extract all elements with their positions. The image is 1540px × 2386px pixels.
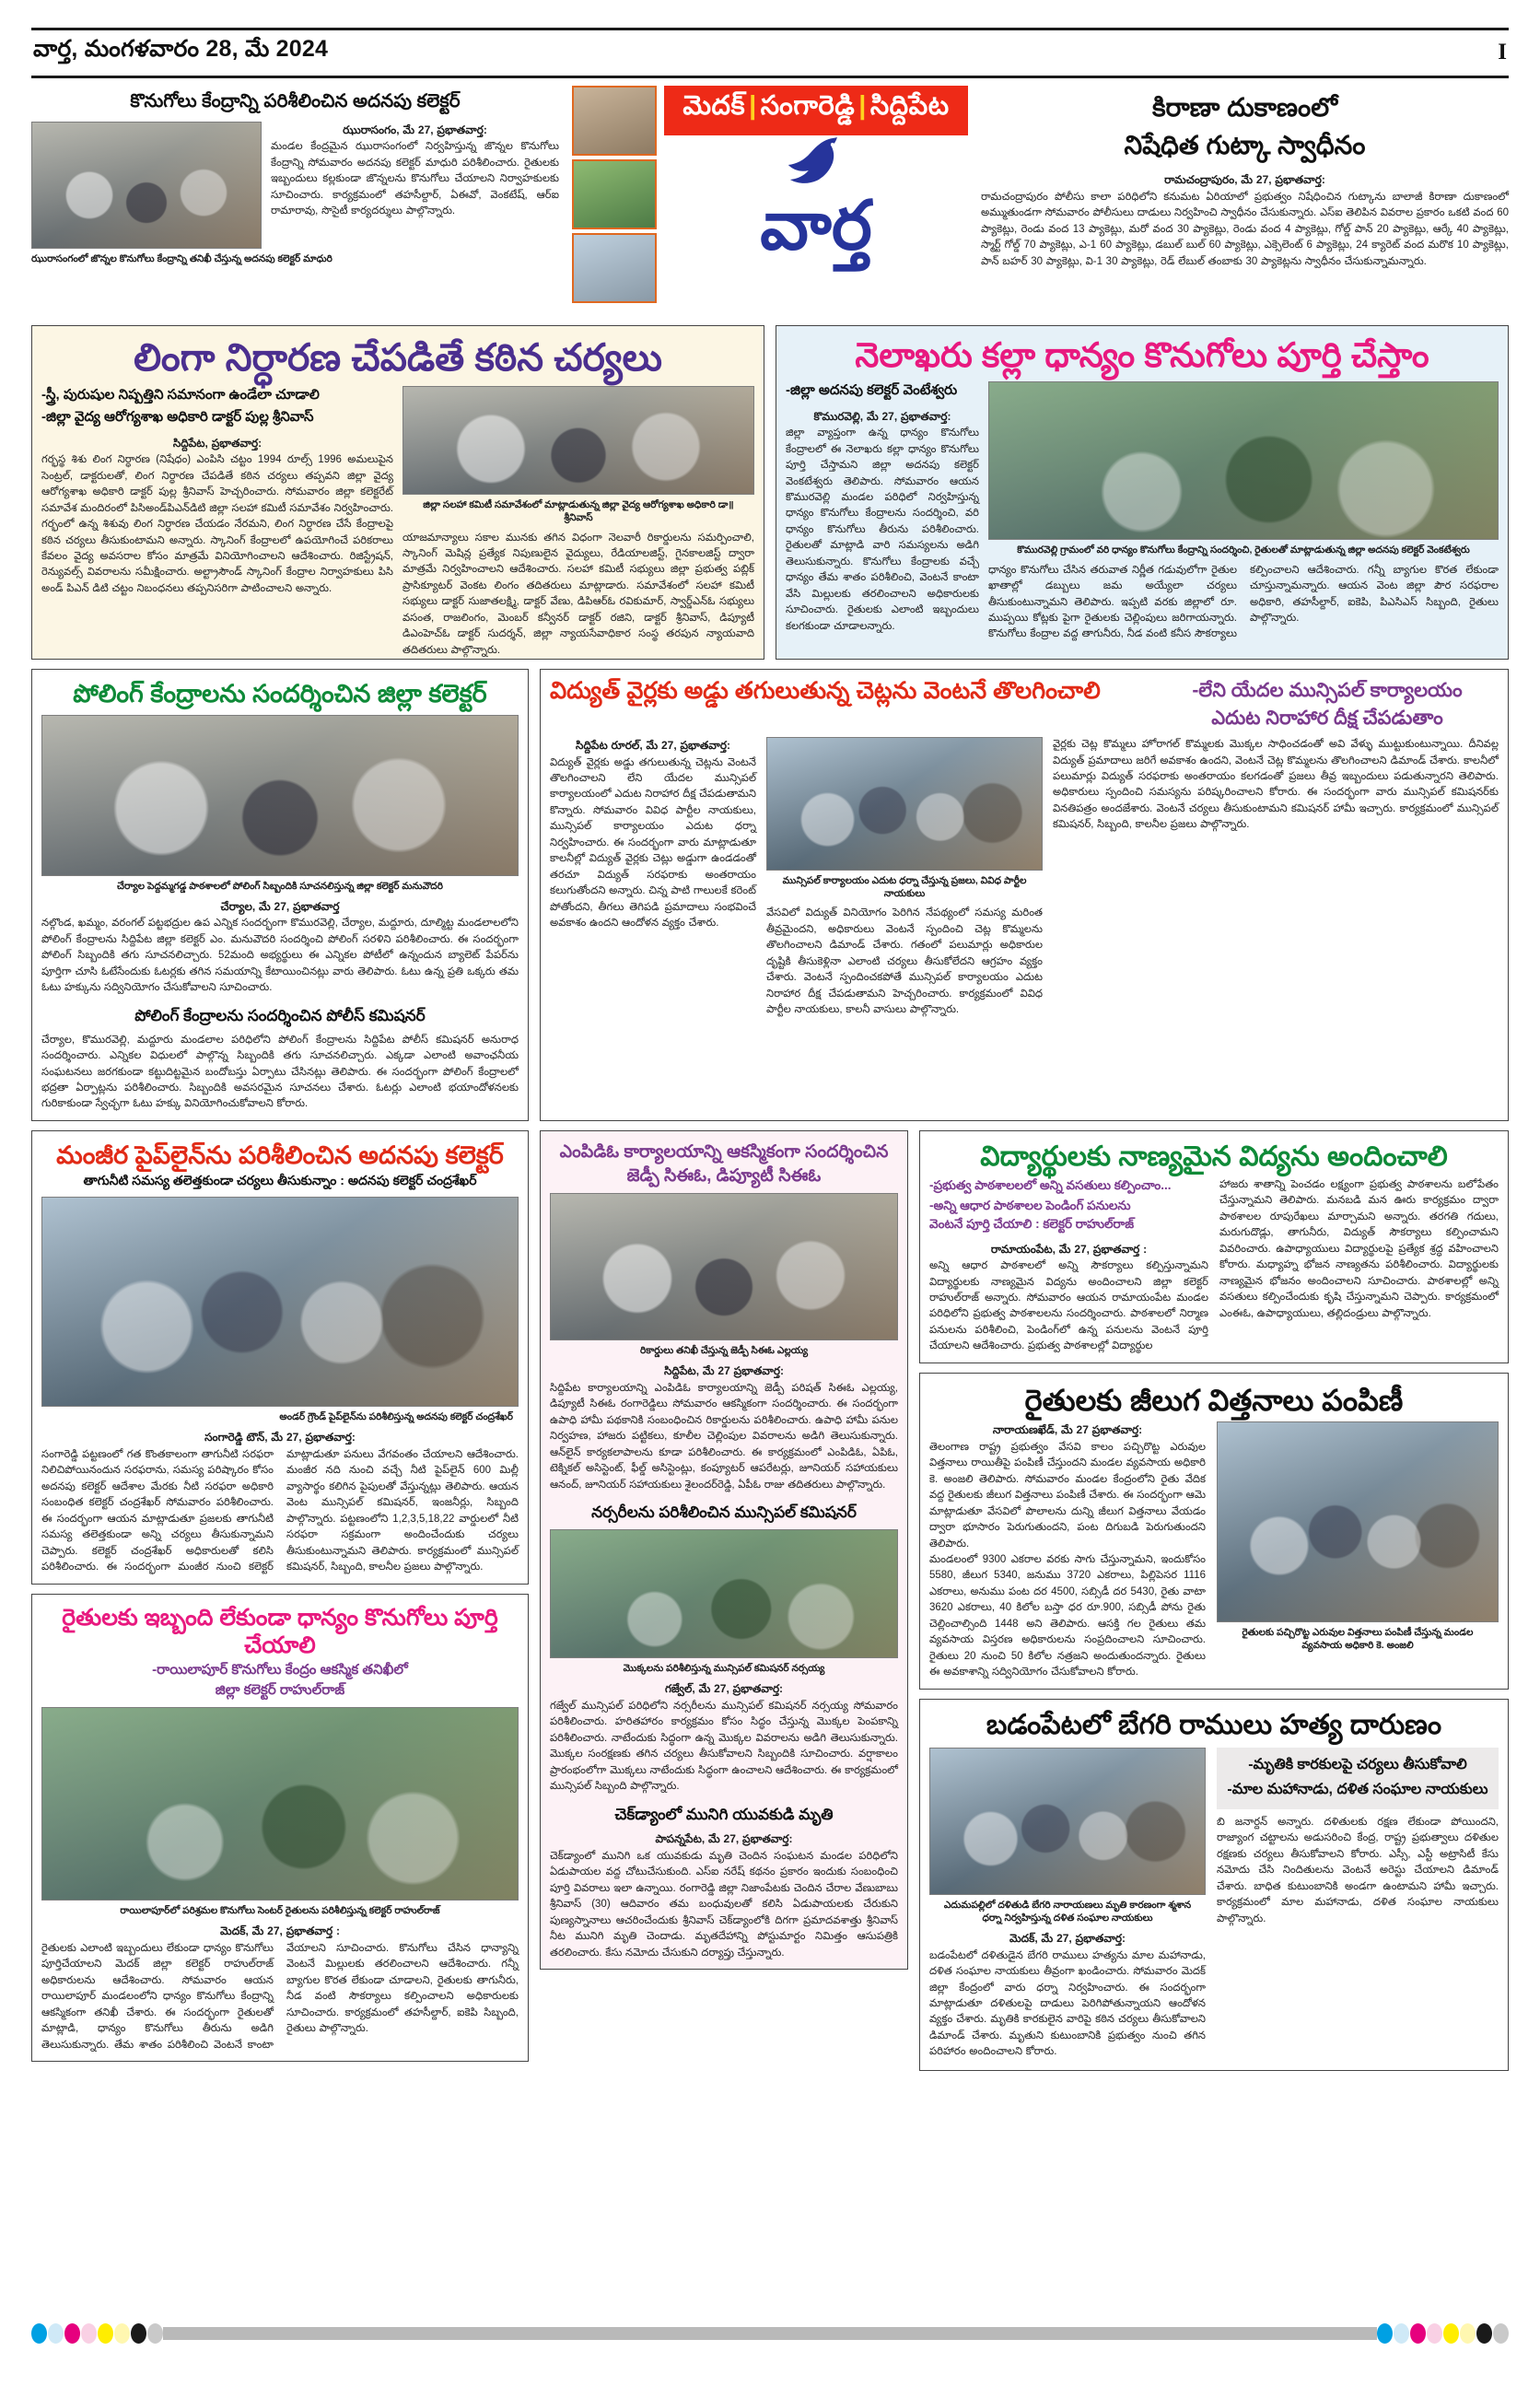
cmyk-dot-cyan-2 [1377,2323,1393,2344]
section-grain-procurement [776,325,1509,660]
seeds-caption: రైతులకు పచ్చిరొట్ట ఎరువుల విత్తనాలు పంపిణీ చేస్తున్న మండల వ్యవసాయ అధికారి కె. అంజలి [1242,1627,1474,1652]
publication-dateline: వార్త, మంగళవారం 28, మే 2024 [33,36,329,62]
grain-headline: నెలాఖరు కల్లా ధాన్యం కొనుగోలు పూర్తి చేస్తాం [855,336,1429,374]
polling-sub-headline: పోలింగ్ కేంద్రాలను సందర్శించిన పోలీస్ కమిషనర్ [134,1006,426,1024]
masthead-title: వార్త [760,186,872,263]
rice-caption: రాయిలాపూర్‌లో పరిశ్రమల కొనుగోలు సెంటర్ రైతులను పరిశీలిస్తున్న కలెక్టర్ రాహుల్‌రాజ్ [120,1905,440,1917]
cmyk-dot-yellow [98,2323,113,2344]
dharna-body: వైర్లకు చెట్ల కొమ్మలు హోరాగల్ కొమ్మలకు మొక్కల సాధించడంతో అవి వేళ్ళు ముట్టుకుంటున్నాయి. దీనివల్ల విద్యుత్ ప్రమాదాలు జరిగే అవకాశం ఉందని, వెంటనే చెట్ల కొమ్మలను తొలగించాలని డిమాండ్ చేశారు. కాలనీలో పలుమార్లు విద్యుత్ సరఫరాకు అంతరాయం కలగడంతో ప్రజలు తీవ్ర ఇబ్బందులు పడుతున్నారని తెలిపారు. అధికారులు స్పందించి సమస్యను పరిష్కరించాలని కోరారు. ఈ సందర్భంగా వారు మున్సిపల్ కమిషనర్‌కు వినతిపత్రం అందజేశారు. వెంటనే చర్యలు తీసుకుంటామని కమిషనర్ హామీ ఇచ్చారు. కార్యక్రమంలో మున్సిపల్ కమిషనర్, సిబ్బంది, కాలనీల ప్రజలు పాల్గొన్నారు. [1053,739,1499,831]
manjeera-photo [41,1197,519,1407]
mpdo-dateline: సిద్దిపేట, మే 27 ప్రభాతవార్త: [664,1364,784,1378]
murder-protest-photo [929,1748,1206,1895]
nursery-dateline: గజ్వేల్, మే 27, ప్రభాతవార్త: [664,1682,784,1696]
mpdo-headline-line1: ఎంపిడిఓ కార్యాలయాన్ని ఆకస్మికంగా సందర్శించిన [559,1141,889,1162]
nursery-body: గజ్వేల్ మున్సిపల్ పరిధిలోని నర్సరీలను మున్సిపల్ కమిషనర్ నర్సయ్య సోమవారం పరిశీలించారు. హరితహారం కార్యక్రమం కోసం సిద్ధం చేస్తున్న మొక్కల పెంపకాన్ని పరిశీలించారు. నాటేందుకు సిద్ధంగా ఉన్న మొక్కల వివరాలను అడిగి తెలుసుకున్నారు. మొక్కల సంరక్షణకు తగిన చర్యలు తీసుకోవాలని సిబ్బందికి సూచించారు. వర్షాకాలం ప్రారంభంలోగా మొక్కలు నాటేందుకు సిద్ధంగా ఉంచాలని ఆదేశించారు. ఈ కార్యక్రమంలో మున్సిపల్ సిబ్బంది పాల్గొన్నారు. [550,1700,898,1793]
rice-sub-2: జిల్లా కలెక్టర్ రాహుల్‌రాజ్ [215,1681,345,1698]
cmyk-dot-magenta-light [81,2323,97,2344]
right-story-body: రామచంద్రాపురం పోలీసు కాలా పరిధిలోని కనుమట ఏరియాలో ప్రభుత్వం నిషేధించిన గుట్కాను బాలాజీ కిరాణా దుకాణంలో అమ్ముతుండగా సోమవారం పోలీసులు దాడులు నిర్వహించి స్వాధీనం చేసుకున్నారు. ఎస్ఐ తెలిపిన వివరాల ప్రకారం ఒకటి వంద 60 ప్యాకెట్లు, రెండు వంద 13 ప్యాకెట్లు, మరో వంద 30 ప్యాకెట్లు, రెండు వంద 4 ప్యాకెట్లు, గోల్డ్ పాన్ 20 ప్యాకెట్లు, ఆర్కే 40 ప్యాకెట్లు, స్మార్ట్ గోల్డ్ 70 ప్యాకెట్లు, ఎ-1 60 ప్యాకెట్లు, డబుల్ బుల్ 60 ప్యాకెట్లు, ఎక్సెలెంట్ 6 ప్యాకెట్లు, 24 క్యారెట్ వంద మరొక 10 ప్యాకెట్లు, పాన్ బహర్ 30 ప్యాకెట్లు, వి-1 30 ప్యాకెట్లు, రెడ్ లేబుల్ తంబాకు 30 ప్యాకెట్లను స్వాధీనం చేసుకున్నామన్నారు. [981,191,1509,267]
gender-meeting-photo [402,386,754,495]
education-body-col2: హాజరు శాతాన్ని పెంచడం లక్ష్యంగా ప్రభుత్వ పాఠశాలను బలోపేతం చేస్తున్నామని తెలిపారు. మనబడి మన ఊరు కార్యక్రమం ద్వారా పాఠశాలల రూపురేఖలు మార్చామని అన్నారు. తరగతి గదులు, మరుగుదొడ్లు, తాగునీరు, విద్యుత్ సౌకర్యాలు కల్పించామని వివరించారు. ఉపాధ్యాయులు విద్యార్థులపై ప్రత్యేక శ్రద్ధ వహించాలని కోరారు. మధ్యాహ్న భోజన నాణ్యతను పరిశీలించారు. విద్యార్థులకు నాణ్యమైన భోజనం అందించాలని సూచించారు. పాఠశాలల్లో అన్ని వసతులు కల్పించేందుకు కృషి చేస్తున్నామని చెప్పారు. కార్యక్రమంలో ఎంఈఓ, ఉపాధ్యాయులు, తల్లిదండ్రులు పాల్గొన్నారు. [1219,1178,1499,1319]
district-names [664,86,968,135]
fountain-photo [572,159,657,229]
district-2: సంగారెడ్డి [760,91,856,121]
district-separator-1: | [749,91,757,121]
murder-sub-1: -మృతికి కారకులపై చర్యలు తీసుకోవాలి [1248,1756,1467,1772]
polling-dateline: చేర్యాల, మే 27, ప్రభాతవార్త [220,899,340,913]
manjeera-sub: తాగునీటి సమస్య తలెత్తకుండా చర్యలు తీసుకున్నాం : అదనపు కలెక్టర్ చంద్రశేఖర్ [83,1173,477,1188]
gender-body-col2: యాజమాన్యాలు సకాల మునకు తగిన విధంగా నెలవారీ రికార్డులను సమర్పించాలి, స్కానింగ్ మెషిన్ల ప్రత్యేక నిపుణులైన వైద్యులు, రేడియాలజిస్ట్, గైనకాలజిస్ట్ ద్వారా మాత్రమే నిర్వహించాలని ఆదేశించారు. సలహా కమిటీ సభ్యులు జిల్లా ప్రభుత్వ పబ్లిక్ ప్రాసిక్యూటర్ వెంకట లింగం తదితరులు మాట్లాడారు. సమావేశంలో సలహా కమిటీ సభ్యులు డాక్టర్ సుజాతలక్ష్మి, డాక్టర్ వేణు, డిపిఆర్ఓ రవికుమార్, స్వార్డ్ఎన్ఓ సభ్యులు వసంత, రాజలింగం, మెంబర్ కన్వీనర్ డాక్టర్ రజిని, డాక్టర్ శ్రీనివాస్, డిప్యూటీ డిఎంహెచ్ఓ డాక్టర్ సుదర్శన్, జిల్లా న్యాయసేవాధికార సంస్థ తరపున న్యాయవాది తదితరులు పాల్గొన్నారు. [402,532,754,656]
nursery-photo [550,1529,898,1658]
rice-sub-1: -రాయిలాపూర్ కొనుగోలు కేంద్రం ఆకస్మిక తనిఖీలో [152,1661,408,1678]
masthead-left-story [31,86,572,316]
section-rice-procurement [31,1594,529,2062]
masthead-right-story [968,86,1509,316]
gender-body-col1: గర్భస్థ శిశు లింగ నిర్ధారణ (నిషేధం) ఎంపిసి చట్టం 1994 రూల్స్ 1996 అమలుపైన సెంట్రల్, డాక్టరులతో, లింగ నిర్ధారణ చేపడితే కఠిన చర్యలు తప్పవని జిల్లా వైద్య ఆరోగ్యశాఖ అధికారి డాక్టర్ పుల్ల శ్రీనివాస్ హెచ్చరించారు. సోమవారం జిల్లా కలెక్టరేట్ సమావేశ మందిరంలో పిసిఅండ్‌పిఎన్‌డిటి జిల్లా సలహా కమిటీ సమావేశం నిర్వహించారు. గర్భంలో ఉన్న శిశువు లింగ నిర్ధారణ చేయడం నేరమని, లింగ నిర్ధారణ చేసే కేంద్రాలపై కఠిన చర్యలు తీసుకుంటామని అన్నారు. స్కానింగ్ కేంద్రాలలో ఉపయోగించే పరికరాలు కేవలం వైద్య అవసరాల కోసం మాత్రమే వినియోగించాలని ఆదేశించారు. రిజిస్ట్రేషన్, రెన్యువల్స్ వివరాలను సమీక్షించారు. అల్ట్రాసౌండ్ స్కానింగ్ కేంద్రాల నిర్వాహకులు పిసి అండ్ పిఎన్ డిటి చట్టం నిబంధనలు తప్పనిసరిగా పాటించాలని అన్నారు. [41,454,393,594]
wires-body-col2: వేసవిలో విద్యుత్ వినియోగం పెరిగిన నేపథ్యంలో సమస్య మరింత తీవ్రమైందని, అధికారులు వెంటనే స్పందించి చెట్ల కొమ్మలను తొలగించాలని డిమాండ్ చేశారు. గతంలో పలుమార్లు అధికారుల దృష్టికి తీసుకెళ్లినా ఎలాంటి చర్యలు తీసుకోలేదని ఆగ్రహం వ్యక్తం చేశారు. వెంటనే స్పందించకపోతే మున్సిపల్ కార్యాలయం ఎదుట నిరాహార దీక్ష చేపడుతామని హెచ్చరించారు. కార్యక్రమంలో వివిధ పార్టీల నాయకులు, కాలనీ వాసులు పాల్గొన్నారు. [766,907,1043,1016]
grain-sub: -జిల్లా అదనపు కలెక్టర్ వెంటేశ్వరు [786,382,958,399]
lower-band [31,1130,1509,2071]
wires-protest-photo [766,737,1043,871]
polling-headline: పోలింగ్ కేంద్రాలను సందర్శించిన జిల్లా కలెక్టర్ [73,680,487,708]
page-number: I [1498,39,1507,64]
cmyk-dot-yellow-light [114,2323,130,2344]
murder-body-col2: బి జనార్దన్ అన్నారు. దళితులకు రక్షణ లేకుండా పోయిందని, రాజ్యాంగ చట్టాలను అడుసరించి కేంద్ర, రాష్ట్ర ప్రభుత్వాలు దళితుల రక్షణకు చర్యలు తీసుకోవాలని కోరారు. ఎస్సీ, ఎస్టీ అట్రాసిటీ కేసు నమోదు చేసి నిందితులను వెంటనే అరెస్టు చేయాలని డిమాండ్ చేశారు. బాధిత కుటుంబానికి అండగా ఉంటామని హామీ ఇచ్చారు. కార్యక్రమంలో మాల మహానాడు, దళిత సంఘాల నాయకులు పాల్గొన్నారు. [1217,1816,1499,1924]
education-sub-3: వెంటనే పూర్తి చేయాలి : కలెక్టర్ రాహుల్‌రాజ్ [929,1217,1135,1232]
temple-photo [572,86,657,156]
dateline-bar [31,30,1509,78]
grain-photo-caption: కొమురవెల్లి గ్రామంలో వరి ధాన్యం కొనుగోలు కేంద్రాన్ని సందర్శించి, రైతులతో మాట్లాడుతున్న జిల్లా అదనపు కలెక్టర్ వెంకటేశ్వరు [1017,544,1470,556]
rice-body: రైతులకు ఎలాంటి ఇబ్బందులు లేకుండా ధాన్యం కొనుగోలు పూర్తిచేయాలని మెదక్ జిల్లా కలెక్టర్ రాహుల్‌రాజ్ అధికారులను ఆదేశించారు. సోమవారం ఆయన రాయిలాపూర్ మండలంలోని ధాన్యం కొనుగోలు కేంద్రాన్ని ఆకస్మికంగా తనిఖీ చేశారు. ఈ సందర్భంగా రైతులతో మాట్లాడి, ధాన్యం కొనుగోలు తీరును అడిగి తెలుసుకున్నారు. తేమ శాతం పరిశీలించి వెంటనే కాంటా వేయాలని సూచించారు. కొనుగోలు చేసిన ధాన్యాన్ని వెంటనే మిల్లులకు తరలించాలని ఆదేశించారు. గన్నీ బ్యాగుల కొరత లేకుండా చూడాలని, రైతులకు తాగునీరు, నీడ వంటి సౌకర్యాలు కల్పించాలని అధికారులకు సూచించారు. కార్యక్రమంలో తహసీల్దార్, ఐకెపి సిబ్బంది, రైతులు పాల్గొన్నారు. [41,1942,519,2051]
polling-body-2: చేర్యాల, కొమురవెల్లి, మద్దూరు మండలాల పరిధిలోని పోలింగ్ కేంద్రాలను సిద్దిపేట పోలీస్ కమిషనర్ అనురాధ సందర్శించారు. ఎన్నికల విధులలో పాల్గొన్న సిబ్బందికి తగు సూచనలిచ్చారు. ఎక్కడా ఎలాంటి అవాంఛనీయ సంఘటనలు జరగకుండా కట్టుదిట్టమైన బందోబస్తు ఏర్పాటు చేసినట్లు తెలిపారు. ఈ సందర్భంగా పోలింగ్ కేంద్రాలలో భద్రతా ఏర్పాట్లను పరిశీలించారు. సిబ్బందికి అవసరమైన సూచనలు చేశారు. ఓటర్లు ఎలాంటి భయాందోళనలకు గురికాకుండా స్వేచ్ఛగా ఓటు హక్కు వినియోగించుకోవాలని కోరారు. [41,1034,519,1110]
education-sub-2: -అన్ని ఆధార పాఠశాలల పెండింగ్ పనులను [929,1199,1131,1213]
gender-photo-caption: జిల్లా సలహా కమిటీ సమావేశంలో మాట్లాడుతున్న జిల్లా వైద్య ఆరోగ్యశాఖ అధికారి డా॥ శ్రీనివాస్ [423,499,734,524]
registration-bar [163,2327,1377,2340]
polling-body: నల్గొండ, ఖమ్మం, వరంగల్ పట్టభద్రుల ఉప ఎన్నిక సందర్భంగా కొమురవెల్లి, చేర్యాల, మద్దూరు, దూల్మిట్ట మండలాలలోని పోలింగ్ కేంద్రాలను సిద్దిపేట జిల్లా కలెక్టర్ ఎం. మనువౌదరి సందర్శించి పోలింగ్ సరళిని పరిశీలించారు. ఈ సందర్భంగా పోలింగ్ సిబ్బందికి తగు సూచనలిచ్చారు. 52మంది అభ్యర్థులు ఈ ఎన్నికల పోటీలో ఉన్నందున బ్యాలెట్ పేపర్‌ను పూర్తిగా చూసి ఓటేసేందుకు ఓటర్లకు తగిన సమయాన్ని కేటాయించినట్లు వారు తెలిపారు. ఓటు ఉన్న ప్రతి ఒక్కరు తమ ఓటు హక్కును సద్వినియోగం చేసుకోవాలని సూచించారు. [41,918,519,994]
manjeera-caption: అండర్ గ్రౌండ్ పైప్‌లైన్‌ను పరిశీలిస్తున్న అదనపు కలెక్టర్ చంద్రశేఖర్ [279,1411,513,1423]
mpdo-body: సిద్దిపేట కార్యాలయాన్ని ఎంపిడిఓ కార్యాలయాన్ని జెడ్పీ పరిషత్ సిఈఓ ఎల్లయ్య, డిప్యూటీ సిఈఓ రంగారెడ్డిలు సోమవారం ఆకస్మికంగా సందర్శించారు. ఈ సందర్భంగా ఉపాధి హామీ పథకానికి సంబంధించిన రికార్డులను పరిశీలించారు. ఉపాధి హామీ పనుల నిర్వహణ, హాజరు పట్టికలు, కూలీల చెల్లింపుల వివరాలను అడిగి తెలుసుకున్నారు. ఆన్‌లైన్ కార్యకలాపాలను కూడా పరిశీలించారు. ఈ కార్యక్రమంలో ఎంపిడిఓ, ఏపిఓ, టెక్నికల్ అసిస్టెంట్, ఫీల్డ్ అసిస్టెంట్లు, కంప్యూటర్ ఆపరేటర్లు, జూనియర్ సహాయకులు ఆనంద్, జూనియర్ సహాయకులు శైలందర్‌రెడ్డి, ఏపీఓ రాజు తదితరులు పాల్గొన్నారు. [550,1382,898,1491]
rice-headline: రైతులకు ఇబ్బంది లేకుండా ధాన్యం కొనుగోలు పూర్తి చేయాలి [62,1604,498,1658]
left-story-caption: ఝురాసంగంలో జొన్నల కొనుగోలు కేంద్రాన్ని తనిఖీ చేస్తున్న అదనపు కలెక్టర్ మాధురి [31,253,332,264]
masthead-photo-strip [572,86,657,316]
cmyk-dot-grey-2 [1493,2323,1509,2344]
polling-photo [41,715,519,876]
feature-band [31,325,1509,660]
drowning-body: చెక్‌డ్యాంలో మునిగి ఒక యువకుడు మృతి చెందిన సంఘటన మండల పరిధిలోని ఏడుపాయల వద్ద చోటుచేసుకుంది. ఎస్ఐ నరేష్ కథనం ప్రకారం ఇందుకు సంబంధించి పూర్తి వివరాలు ఇలా ఉన్నాయి. రంగారెడ్డి జిల్లా నిజాంపేటకు చెందిన చేరాల వేణుబాబు శ్రీనివాస్ (30) ఆదివారం తమ బంధువులతో కలిసి ఏడుపాయలకు చేరుకుని పుణ్యస్నానాలు ఆచరించేందుకు శ్రీనివాస్ చెక్‌డ్యాంలోకి దిగగా ప్రమాదవశాత్తు శ్రీనివాస్ నీట మునిగి మృతి చెందాడు. మృతదేహాన్ని పోస్టుమార్టం నిమిత్తం ఆసుపత్రికి తరలించారు. కేసు నమోదు చేసుకుని దర్యాప్తు చేస్తున్నారు. [550,1850,898,1959]
left-story-photo [31,122,262,249]
section-manjeera-pipeline [31,1130,529,1585]
cmyk-dot-black [131,2323,146,2344]
cmyk-dot-cyan-light [48,2323,64,2344]
mpdo-headline-line2: జెడ్పీ సిఈఓ, డిప్యూటీ సిఈఓ [626,1165,822,1186]
education-dateline: రామాయంపేట, మే 27, ప్రభాతవార్త : [990,1242,1148,1256]
dove-icon [776,134,864,198]
cmyk-registration-bar [31,2323,1509,2344]
church-photo [572,233,657,303]
cmyk-dot-cyan [31,2323,47,2344]
drowning-sub-headline: చెక్‌డ్యాంలో మునిగి యువకుడి మృతి [614,1805,834,1823]
seeds-photo [1217,1421,1499,1622]
section-murder [919,1699,1509,2071]
masthead-title-block [664,135,968,316]
drowning-dateline: పాపన్నపేట, మే 27, ప్రభాతవార్త: [655,1832,793,1846]
seeds-headline: రైతులకు జీలుగ విత్తనాలు పంపిణీ [1024,1383,1404,1417]
wires-photo-caption: మున్సిపల్ కార్యాలయం ఎదుట ధర్నా చేస్తున్న ప్రజలు, వివిధ పార్టీల నాయకులు [782,875,1027,900]
district-separator-2: | [858,91,867,121]
nursery-caption: మొక్కలను పరిశీలిస్తున్న మున్సిపల్ కమిషనర్ నర్సయ్య [623,1663,825,1675]
wires-body-col1: విద్యుత్ వైర్లకు అడ్డు తగులుతున్న చెట్లను వెంటనే తొలగించాలని లేని యేదల మున్సిపల్ కార్యాలయంలో ఎదుట నిరాహార దీక్ష చేపడుతామని కొన్నారు. సోమవారం వివిధ పార్టీల నాయకులు, మున్సిపల్ కార్యాలయం ఎదుట ధర్నా నిర్వహించారు. ఈ సందర్భంగా వారు మాట్లాడుతూ కాలనీల్లో విద్యుత్ వైర్లకు చెట్లు అడ్డుగా ఉండడంతో తరచూ విద్యుత్ సరఫరాకు అంతరాయం కలుగుతోందని అన్నారు. చిన్న పాటి గాలులకే కరెంట్ పోతోందని, తీగలు తెగిపడి ప్రమాదాలు సంభవించే అవకాశం ఉందని ఆందోళన వ్యక్తం చేశారు. [550,756,756,930]
section-seed-distribution [919,1373,1509,1690]
murder-sub-2: -మాల మహానాడు, దళిత సంఘాల నాయకులు [1227,1782,1488,1798]
gender-headline: లింగా నిర్ధారణ చేపడితే కఠిన చర్యలు [134,336,662,379]
right-story-dateline: రామచంద్రాపురం, మే 27, ప్రభాతవార్త: [1164,173,1325,187]
grain-field-photo [988,381,1499,540]
manjeera-dateline: సంగారెడ్డి టౌన్, మే 27, ప్రభాతవార్త: [204,1431,356,1444]
grain-dateline: కొమురవెల్లి, మే 27, ప్రభాతవార్త: [813,409,951,423]
wires-dateline: సిద్దిపేట రూరల్, మే 27, ప్రభాతవార్త: [576,739,730,753]
left-story-dateline: ఝురాసంగం, మే 27, ప్రభాతవార్త: [343,123,487,136]
cmyk-dot-cyan-light-2 [1394,2323,1409,2344]
left-story-body: మండల కేంద్రమైన ఝురాసంగంలో నిర్వహిస్తున్న జొన్నల కొనుగోలు కేంద్రాన్ని సోమవారం అదనపు కలెక్టర్ మాధురి పరిశీలించారు. రైతులకు ఇబ్బందులు కల్లకుండా జొన్నలను కొనుగోలు చేయాలని నిర్వాహకులకు సూచించారు. కార్యక్రమంలో తహసీల్దార్, ఏఈవో, వెంకటేష్, ఆర్ఐ రామారావు, సొసైటీ కార్యదర్శులు పాల్గొన్నారు. [271,141,559,217]
gender-dateline: సిద్దిపేట, ప్రభాతవార్త: [172,436,262,450]
section-mpdo [540,1130,908,1970]
seeds-body-col2: మండలంలో 9300 ఎకరాల వరకు సాగు చేస్తున్నామని, ఇందుకోసం 5580, జీలుగ 5340, జనుము 3720 ఎకరాలు, పిల్లిపెసర 1116 ఎకరాలు, అనుము పంట దర 4500, సబ్సిడీ దర 5430, రైతు వాటా 3620 ఎకరాలు, 40 కిలోల బస్తా ధర రూ.900, సబ్సిడీ పోను రైతు చెల్లించాల్సింది 1448 అని తెలిపారు. ఆసక్తి గల రైతులు తమ వ్యవసాయ విస్తరణ అధికారులను సంప్రదించాలని సూచించారు. రైతులు 20 నుంచి 50 కిలోల నత్రజని అందుతుందన్నారు. రైతులు ఈ అవకాశాన్ని సద్వినియోగం చేసుకోవాలని కోరారు. [929,1554,1206,1678]
manjeera-body: సంగారెడ్డి పట్టణంలో గత కొంతకాలంగా తాగునీటి సరఫరా నిలిచిపోయినందున సరఫరాను, సమస్య పరిష్కారం కోసం అదనపు కలెక్టర్ ఆదేశాల మేరకు నీటి సరఫరా అధికారి సంబంధిత కలెక్టర్ చంద్రశేఖర్ సోమవారం పరిశీలించారు. ఈ సందర్భంగా ఆయన మాట్లాడుతూ ప్రజలకు తాగునీటి సమస్య తలెత్తకుండా అన్ని చర్యలు తీసుకున్నామని చెప్పారు. కలెక్టర్ చంద్రశేఖర్ అధికారులతో కలిసి పరిశీలించారు. ఈ సందర్భంగా మంజీర నుంచి కలెక్టర్ మాట్లాడుతూ పనులు వేగవంతం చేయాలని ఆదేశించారు. మంజీర నది నుంచి వచ్చే నీటి పైప్‌లైన్ 600 మిల్లీ వ్యాసార్థం కలిగిన పైపులతో వేస్తున్నట్లు తెలిపారు. ఆయన వెంట మున్సిపల్ కమిషనర్, ఇంజనీర్లు, సిబ్బంది పాల్గొన్నారు. పట్టణంలోని 1,2,3,5,18,22 వార్డులలో నీటి సరఫరా సక్రమంగా అందించేందుకు చర్యలు తీసుకుంటున్నామని తెలిపారు. కార్యక్రమంలో మున్సిపల్ కమిషనర్, సిబ్బంది, కాలనీల ప్రజలు పాల్గొన్నారు. [41,1448,519,1573]
section-polling [31,669,529,1121]
cmyk-dot-grey [147,2323,163,2344]
masthead-logo-block [572,86,968,316]
mpdo-photo [550,1193,898,1340]
mpdo-caption: రికార్డులు తనిఖీ చేస్తున్న జెడ్పీ సిఈఓ ఎల్లయ్య [639,1345,809,1357]
gender-sub-2: -జిల్లా వైద్య ఆరోగ్యశాఖ అధికారి డాక్టర్ పుల్ల శ్రీనివాస్ [41,409,314,426]
grain-body-col2: ధాన్యం కొనుగోలు చేసిన తరువాత నిర్ణీత గడువులోగా రైతుల ఖాతాల్లో డబ్బులు జమ అయ్యేలా చర్యలు తీసుకుంటున్నామని తెలిపారు. ఇప్పటి వరకు జిల్లాలో రూ. ముప్పయి కోట్లకు పైగా రైతులకు చెల్లింపులు జరిగాయన్నారు. కొనుగోలు కేంద్రాల వద్ద తాగునీరు, నీడ వంటి కనీస సౌకర్యాలు కల్పించాలని ఆదేశించారు. గన్నీ బ్యాగుల కొరత లేకుండా చూస్తున్నామన్నారు. ఆయన వెంట జిల్లా పౌర సరఫరాల అధికారి, తహసీల్దార్, ఐకెపి, పిఎసిఎస్ సిబ్బంది, రైతులు పాల్గొన్నారు. [988,564,1499,640]
right-story-headline-line1: కిరాణా దుకాణంలో [1151,93,1338,122]
cmyk-dot-black-2 [1476,2323,1492,2344]
seeds-dateline: నారాయణఖేడ్, మే 27 ప్రభాతవార్త: [992,1423,1143,1437]
right-story-headline-line2: నిషేధిత గుట్కా స్వాధీనం [1124,130,1366,159]
seeds-body-col1: తెలంగాణ రాష్ట్ర ప్రభుత్వం వేసవి కాలం పచ్చిరొట్ట ఎరువుల విత్తనాలు రాయితీపై పంపిణీ చేస్తుందని మండల వ్యవసాయ అధికారి కె. అంజలి తెలిపారు. సోమవారం మండల కేంద్రంలోని రైతు వేదిక వద్ద రైతులకు జీలుగ విత్తనాలు పంపిణీ చేశారు. ఈ సందర్భంగా ఆమె మాట్లాడుతూ వేసవిలో పొలాలను దున్ని జీలుగ విత్తనాలు వేయడం ద్వారా భూసారం పెరుగుతుందని, పంట దిగుబడి పెరుగుతుందని తెలిపారు. [929,1441,1206,1550]
cmyk-dot-magenta [64,2323,80,2344]
cmyk-dot-yellow-2 [1443,2323,1459,2344]
wires-sub-2: ఎదుట నిరాహార దీక్ష చేపడుతాం [1211,707,1443,729]
rice-dateline: మెదక్, మే 27, ప్రభాతవార్త : [220,1924,340,1938]
district-1: మెదక్ [682,91,746,121]
manjeera-headline: మంజీర పైప్‌లైన్‌ను పరిశీలించిన అదనపు కలెక్టర్ [56,1140,504,1169]
middle-band [31,669,1509,1121]
education-headline: విద్యార్థులకు నాణ్యమైన విద్యను అందించాలి [980,1140,1448,1172]
wires-sub-1: -లేని యేదల మున్సిపల్ కార్యాలయం [1192,680,1463,702]
left-story-headline: కొనుగోలు కేంద్రాన్ని పరిశీలించిన అదనపు కలెక్టర్ [130,91,461,111]
district-3: సిద్దిపేట [869,91,950,121]
rice-photo [41,1707,519,1901]
murder-body-col1: బడంపేటలో దళితుడైన బేగరి రాములు హత్యను మాల మహానాడు, దళిత సంఘాల నాయకులు తీవ్రంగా ఖండించారు. సోమవారం మెదక్ జిల్లా కేంద్రంలో వారు ధర్నా నిర్వహించారు. ఈ సందర్భంగా మాట్లాడుతూ దళితులపై దాడులు పెరిగిపోతున్నాయని ఆందోళన వ్యక్తం చేశారు. మృతికి కారకులైన వారిపై కఠిన చర్యలు తీసుకోవాలని డిమాండ్ చేశారు. మృతుని కుటుంబానికి ప్రభుత్వం నుంచి తగిన పరిహారం అందించాలని కోరారు. [929,1949,1206,2058]
section-gender-determination [31,325,764,660]
education-sub-1: -ప్రభుత్వ పాఠశాలలలో అన్ని వసతులు కల్పించాం... [929,1177,1172,1192]
newspaper-page [0,28,1540,2386]
cmyk-dot-magenta-2 [1410,2323,1426,2344]
cmyk-dot-yellow-light-2 [1460,2323,1476,2344]
polling-caption: చేర్యాల పెద్దమ్మగడ్డ పాఠశాలలో పోలింగ్ సిబ్బందికి సూచనలిస్తున్న జిల్లా కలెక్టర్ మనువౌదరి [117,880,443,892]
gender-sub-1: -స్త్రీ, పురుషుల నిష్పత్తిని సమానంగా ఉండేలా చూడాలి [41,387,320,404]
section-power-wires [540,669,1509,1121]
wires-headline: విద్యుత్ వైర్లకు అడ్డు తగులుతున్న చెట్లను వెంటనే తొలగించాలి [550,678,1101,705]
nursery-sub-headline: నర్సరీలను పరిశీలించిన మున్సిపల్ కమిషనర్ [591,1503,857,1522]
grain-body-col1: జిల్లా వ్యాప్తంగా ఉన్న ధాన్యం కొనుగోలు కేంద్రాలలో ఈ నెలాఖరు కల్లా ధాన్యం కొనుగోలు పూర్తి చేస్తామని జిల్లా అదనపు కలెక్టర్ వెంకటేశ్వరు తెలిపారు. సోమవారం ఆయన కొమురవెల్లి మండల పరిధిలో నిర్వహిస్తున్న ధాన్యం కొనుగోలు కేంద్రాలను సందర్శించి, వరి ధాన్యం కొనుగోలు తీరును పరిశీలించారు. రైతులతో మాట్లాడి వారి సమస్యలను అడిగి తెలుసుకున్నారు. కొనుగోలు కేంద్రాలకు వచ్చే ధాన్యం తేమ శాతం పరిశీలించి, వెంటనే కాంటా వేసి మిల్లులకు తరలించాలని అధికారులకు సూచించారు. రైతులకు ఎలాంటి ఇబ్బందులు కలగకుండా చూడాలన్నారు. [786,427,979,632]
cmyk-dots-right [1377,2323,1509,2344]
murder-headline: బడంపేటలో బేగరి రాములు హత్య దారుణం [986,1709,1442,1740]
cmyk-dot-magenta-light-2 [1427,2323,1442,2344]
cmyk-dots-left [31,2323,163,2344]
section-education [919,1130,1509,1363]
education-body-col1: అన్ని ఆధార పాఠశాలలో అన్ని సౌకర్యాలు కల్పిస్తున్నామని విద్యార్థులకు నాణ్యమైన విద్యను అందించాలని జిల్లా కలెక్టర్ రాహుల్‌రాజ్ అన్నారు. సోమవారం ఆయన రామాయంపేట మండల పరిధిలోని ప్రభుత్వ పాఠశాలలను సందర్శించారు. పాఠశాలలో నిర్మాణ పనులను పరిశీలించి, పెండింగ్‌లో ఉన్న పనులను వెంటనే పూర్తి చేయాలని ఆదేశించారు. ప్రభుత్వ పాఠశాలల్లో విద్యార్థుల [929,1260,1208,1352]
masthead-band [31,86,1509,316]
murder-caption: ఎదుమపల్లిలో దళితుడి బేగరి నారాయణలు మృతి కారణంగా శ్మశాన ధర్నా నిర్వహిస్తున్న దళిత సంఘాల నాయకులు [943,1899,1192,1924]
murder-dateline: మెదక్, మే 27, ప్రభాతవార్త: [1009,1932,1126,1946]
